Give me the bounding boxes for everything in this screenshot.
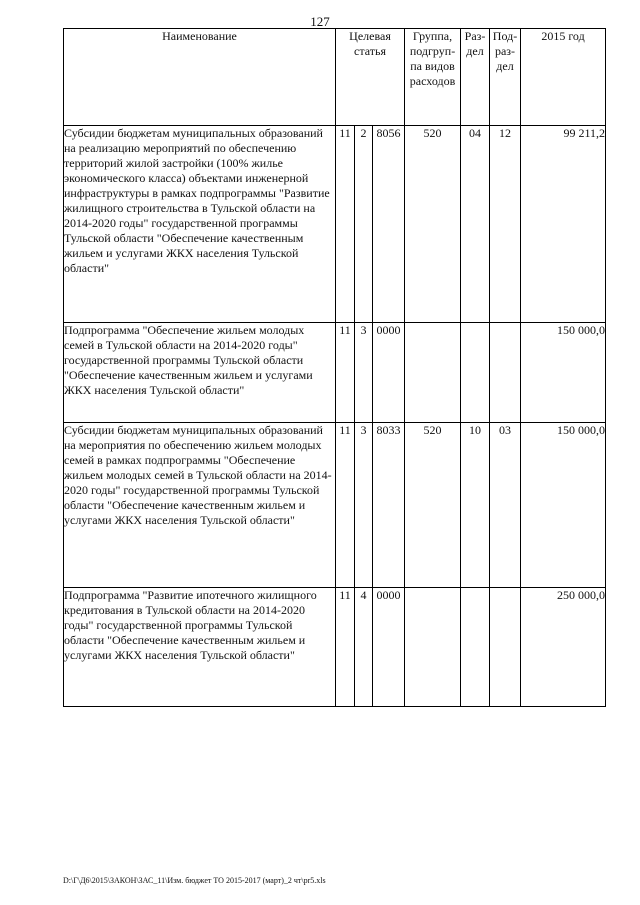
header-target: Целевая статья <box>336 29 405 126</box>
header-year: 2015 год <box>521 29 606 126</box>
header-subsection: Под-раз-дел <box>490 29 521 126</box>
table-row <box>64 423 606 588</box>
table-row <box>64 126 606 323</box>
section-code <box>461 588 490 707</box>
target-part-c: 0000 <box>373 323 405 423</box>
subsection-code: 12 <box>490 126 521 323</box>
target-part-c: 8033 <box>373 423 405 588</box>
row-name: Подпрограмма "Обеспечение жильем молодых семей в Тульской области на 2014-2020 годы" государственной программы Тульской области "Обеспечение качественным жильем и услугами ЖКХ населения Тульской области" <box>64 323 336 423</box>
section-code: 04 <box>461 126 490 323</box>
header-row <box>64 29 606 126</box>
amount-2015: 150 000,0 <box>521 323 606 423</box>
group-code <box>405 323 461 423</box>
target-part-a: 11 <box>336 323 355 423</box>
file-path-footer: D:\Г\Д6\2015\ЗАКОН\ЗАС_11\Изм. бюджет ТО 2015-2017 (март)_2 чт\pr5.xls <box>63 876 326 885</box>
group-code <box>405 588 461 707</box>
subsection-code <box>490 588 521 707</box>
header-group: Группа, подгруп-па видов расходов <box>405 29 461 126</box>
target-part-a: 11 <box>336 588 355 707</box>
target-part-b: 3 <box>355 323 373 423</box>
header-name: Наименование <box>64 29 336 126</box>
subsection-code <box>490 323 521 423</box>
target-part-b: 2 <box>355 126 373 323</box>
subsection-code: 03 <box>490 423 521 588</box>
table-row <box>64 588 606 707</box>
row-name: Субсидии бюджетам муниципальных образований на реализацию мероприятий по обеспечению территорий жилой застройки (100% жилье экономического класса) объектами инженерной инфраструктуры в рамках подпрограммы "Развитие жилищного строительства в Тульской области на 2014-2020 годы" государственной программы Тульской области "Обеспечение качественным жильем и услугами ЖКХ населения Тульской области" <box>64 126 336 323</box>
target-part-c: 8056 <box>373 126 405 323</box>
group-code: 520 <box>405 423 461 588</box>
target-part-a: 11 <box>336 126 355 323</box>
row-name: Субсидии бюджетам муниципальных образований на мероприятия по обеспечению жильем молодых семей в рамках подпрограммы "Обеспечение жильем молодых семей в Тульской области на 2014-2020 годы" государственной программы Тульской области "Обеспечение качественным жильем и услугами ЖКХ населения Тульской области" <box>64 423 336 588</box>
target-part-b: 3 <box>355 423 373 588</box>
target-part-b: 4 <box>355 588 373 707</box>
target-part-a: 11 <box>336 423 355 588</box>
group-code: 520 <box>405 126 461 323</box>
amount-2015: 250 000,0 <box>521 588 606 707</box>
row-name: Подпрограмма "Развитие ипотечного жилищного кредитования в Тульской области на 2014-2020 годы" государственной программы Тульской области "Обеспечение качественным жильем и услугами ЖКХ населения Тульской области" <box>64 588 336 707</box>
target-part-c: 0000 <box>373 588 405 707</box>
table-row <box>64 323 606 423</box>
section-code <box>461 323 490 423</box>
header-section: Раз-дел <box>461 29 490 126</box>
page-number: 127 <box>310 14 330 29</box>
section-code: 10 <box>461 423 490 588</box>
budget-table <box>63 28 606 707</box>
amount-2015: 99 211,2 <box>521 126 606 323</box>
amount-2015: 150 000,0 <box>521 423 606 588</box>
